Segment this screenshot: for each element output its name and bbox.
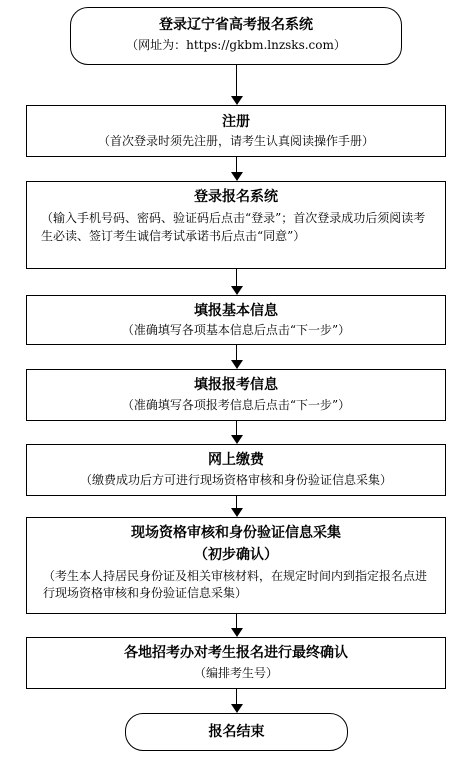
step-title: 各地招考办对考生报名进行最终确认 [124,645,348,661]
step-title: 网上缴费 [208,452,264,468]
step-onsite-review-box [26,517,446,614]
step-description: （准确填写各项报考信息后点击“下一步”） [121,398,351,412]
step-exam-info-box [26,369,446,421]
step-title: 填报报考信息 [194,377,278,393]
arrow-down-icon [231,704,243,713]
step-description: （考生本人持居民身份证及相关审核材料，在规定时间内到指定报名点进行现场资格审核和身份验证信息采集） [43,569,428,600]
arrow-down-icon [231,286,243,295]
step-end-box [125,713,348,751]
step-description: （缴费成功后方可进行现场资格审核和身份验证信息采集） [79,473,392,487]
step-title: 报名结束 [208,724,265,740]
step-description: （编排考生号） [193,666,278,680]
arrow-down-icon [231,360,243,369]
step-login-register-box [26,181,446,269]
arrow-down-icon [231,96,243,105]
step-title: 注册 [222,114,250,130]
step-description: （网址为：https://gkbm.lnzsks.com） [126,38,346,52]
step-title: 登录辽宁省高考报名系统 [159,17,313,33]
arrow-down-icon [231,435,243,444]
step-title: 登录报名系统 [194,189,278,205]
step-login-system-box [70,7,402,65]
arrow-down-icon [231,628,243,637]
connector-line [236,65,237,99]
step-payment-box [26,444,446,496]
step-description: （准确填写各项基本信息后点击“下一步”） [121,323,351,337]
arrow-down-icon [231,508,243,517]
step-description: （输入手机号码、密码、验证码后点击“登录”；首次登录成功后须阅读考生必读、签订考生诚信考试承诺书后点击“同意”） [41,211,426,243]
step-final-confirmation-box [26,637,446,689]
step-subtitle: （初步确认） [194,547,278,563]
step-register-box [26,105,446,157]
step-basic-info-box [26,295,446,345]
arrow-down-icon [231,172,243,181]
step-title: 现场资格审核和身份验证信息采集 [131,525,341,541]
step-description: （首次登录时须先注册，请考生认真阅读操作手册） [97,134,374,148]
step-title: 填报基本信息 [194,303,278,319]
